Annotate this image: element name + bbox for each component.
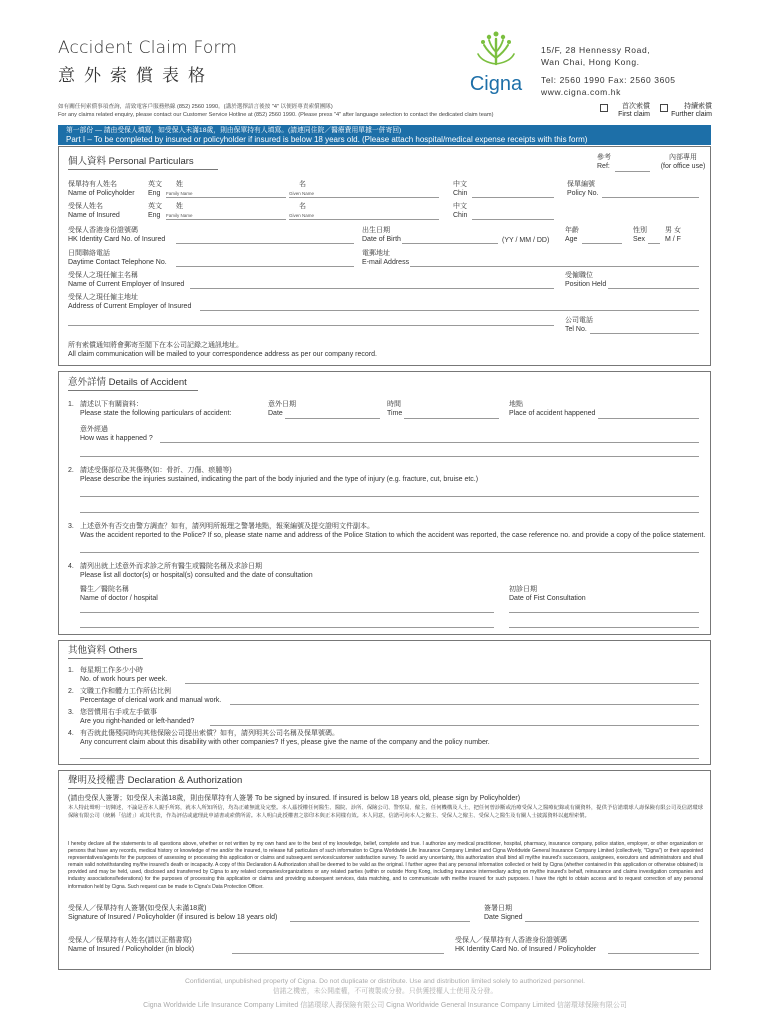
- ins-given-zh: 名: [299, 203, 306, 210]
- others-q4-zh: 有否就此傷殘同時向其他保險公司提出索償？如有，請列明其公司名稱及保單號碼。: [80, 730, 339, 737]
- age-zh: 年齡: [565, 227, 579, 234]
- policyholder-en: Name of Policyholder: [68, 190, 135, 198]
- acc-q2-label: [80, 466, 478, 484]
- policyholder-label: [68, 180, 135, 198]
- position-label: [565, 271, 606, 289]
- declaration-intro: (請由受保人簽署；如受保人未滿18歲，則由保單持有人簽署 To be signed by insured. If insured is below 18 years old, please sign by Policyholder): [68, 795, 521, 802]
- ph-family-name-hint: Family Name: [166, 191, 193, 196]
- ins-family-name-field[interactable]: [166, 219, 286, 220]
- dob-en: Date of Birth: [362, 236, 401, 244]
- ins-given-name-hint: Given Name: [289, 213, 315, 218]
- svg-text:Cigna: Cigna: [469, 73, 523, 95]
- employer-zh: 受保人之現任僱主名稱: [68, 272, 138, 279]
- cigna-tree-icon: [462, 28, 530, 96]
- acc-time-zh: 時間: [387, 401, 401, 408]
- acc-q4-zh: 請列出就上述意外而求診之所有醫生或醫院名稱及求診日期: [80, 563, 262, 570]
- dob-zh: 出生日期: [362, 227, 390, 234]
- acc-how-zh: 意外經過: [80, 426, 108, 433]
- ref-field[interactable]: [615, 171, 650, 172]
- further-claim-zh: 持續索償: [684, 103, 712, 110]
- declaration-body-en: I hereby declare all the statements to all questions above, whether or not written by my own hand are to the best of my knowledge, belief, complete and true. I authorize any medical practitioner, hospital, pharmacy, insurance company, police station, employer, or other organization or persons that have any records, medical history or knowledge of me and/or the insured, to release full particulars of such information to Cigna Worldwide Life Insurance Company Limited and Cigna Worldwide General Insurance Company Limited (collectively, "Cigna") or their appointed representatives/agents for the purposes of assessing or processing this application or claims and subsequent services/customer satisfaction survey. To avoid any uncertainty, this authorization shall bind all my/the insured's successors, assignees, executors and administrators and shall remain valid notwithstanding my/the insured's death or incapacity. A copy of this Declaration & Authorization shall be deemed to be valid as the original. I further agree that any personal information collected or held by Cigna (whether contained in this application or otherwise obtained) is provided and may be held, used, disclosed and transferred by Cigna to any related companies/organizations or any related parties (within or outside Hong Kong, including insurance intermediary acting on my/the insured's behalf, reinsurance and claims investigation companies and industry associations/federations) for the purposes of processing this application or claims and providing subsequent services, data matching, and to communicate with me/the insured for such purposes. I have the right to obtain access and to request correction of any personal information held by Cigna. Such request can be made to Cigna's Data Protection Officer.: [68, 841, 703, 890]
- email-zh: 電郵地址: [362, 250, 390, 257]
- address-line1: 15/F, 28 Hennessy Road,: [541, 45, 651, 55]
- ph-given-name-field[interactable]: [289, 197, 439, 198]
- email-en: E-mail Address: [362, 259, 410, 267]
- acc-date-field[interactable]: [285, 418, 380, 419]
- personal-title: 個人資料 Personal Particulars: [68, 156, 194, 167]
- first-date-field-2[interactable]: [509, 627, 699, 628]
- age-en: Age: [565, 236, 578, 244]
- dob-label: [362, 226, 401, 244]
- confidential-en: Confidential, unpublished property of Cigna. Do not duplicate or distribute. Use and distribution limited solely to authorized personnel.: [184, 978, 586, 985]
- others-q2-zh: 文職工作和體力工作所佔比例: [80, 688, 171, 695]
- confidential-zh: 信諾之機密，未公開產權，不可複製或分發。只供獲授權人士使用及分發。: [272, 988, 498, 995]
- sex-zh: 性別: [633, 227, 647, 234]
- others-q4: 4. 有否就此傷殘同時向其他保險公司提出索償？如有，請列明其公司名稱及保單號碼。 Any concurrent claim about this disability with other companies? If yes, please give the name of the company and the policy number.: [68, 730, 490, 747]
- office-use-label: [655, 153, 711, 171]
- employer-en: Name of Current Employer of Insured: [68, 281, 185, 289]
- position-en: Position Held: [565, 281, 607, 289]
- hkid-zh: 受保人香港身份證號碼: [68, 227, 138, 234]
- sig-zh: 受保人／保單持有人簽署(如受保人未滿18歲): [68, 905, 207, 912]
- dob-field[interactable]: [402, 243, 498, 244]
- acc-q1-number: 1.: [68, 401, 74, 408]
- acc-place-field[interactable]: [598, 418, 699, 419]
- acc-injury-field-2[interactable]: [80, 512, 699, 513]
- others-q4-en: Any concurrent claim about this disability with other companies? If yes, please give the name of the company and the policy number.: [80, 739, 490, 747]
- email-field[interactable]: [410, 266, 699, 267]
- date-signed-label: [484, 904, 523, 922]
- part1-line1: 第一部份 — 請由受保人填寫，如受保人未滿18歲，則由保單持有人填寫。(請連同住院／醫療費用單據一併寄回): [66, 127, 402, 134]
- first-date-en: Date of Fist Consultation: [509, 595, 586, 603]
- phone-en: Daytime Contact Telephone No.: [68, 259, 167, 267]
- others-title: 其他資料 Others: [68, 645, 138, 656]
- acc-q1-en: Please state the following particulars of accident:: [80, 410, 232, 418]
- first-date-field-1[interactable]: [509, 612, 699, 613]
- others-q2-en: Percentage of clerical work and manual work.: [80, 697, 222, 705]
- age-label: [565, 226, 579, 244]
- sex-options: [665, 226, 681, 244]
- enquiry-zh: 如有關任何索償事項查詢，請致電客戶服務熱線 (852) 2560 1990。(講於選擇語言後按 "4" 以便經專責索償團隊): [58, 104, 333, 110]
- employer-address-field-2[interactable]: [68, 325, 554, 326]
- sig-hkid-en: HK Identity Card No. of Insured / Policyholder: [455, 946, 597, 954]
- acc-time-en: Time: [387, 410, 403, 418]
- mail-notice: [68, 341, 377, 359]
- chin-zh: 中文: [453, 203, 467, 210]
- part1-line2: Part I – To be completed by insured or policyholder if insured is below 18 years old. (Please attach hospital/medical expense receipts with this form): [66, 135, 588, 145]
- acc-place-zh: 地點: [509, 401, 523, 408]
- policy-no-label: [567, 180, 599, 198]
- acc-q4-number: 4.: [68, 563, 74, 570]
- doctor-en: Name of doctor / hospital: [80, 595, 158, 603]
- policy-no-zh: 保單編號: [567, 181, 595, 188]
- doctor-field-2[interactable]: [80, 627, 494, 628]
- sig-en: Signature of Insured / Policyholder (if insured is below 18 years old): [68, 914, 278, 922]
- chin-zh: 中文: [453, 181, 467, 188]
- acc-q1-label: [80, 400, 231, 418]
- employer-label: [68, 271, 184, 289]
- ph-eng-label: [148, 180, 162, 198]
- acc-date-en: Date: [268, 410, 283, 418]
- acc-q2-en: Please describe the injuries sustained, indicating the part of the body injuried and the type of injury (e.g. fracture, cut, bruise etc.): [80, 476, 479, 484]
- eng-zh: 英文: [148, 181, 162, 188]
- others-q1: 1. 每星期工作多少小時 No. of work hours per week.: [68, 667, 168, 684]
- acc-place-en: Place of accident happened: [509, 410, 596, 418]
- first-consult-label: [509, 585, 586, 603]
- emp-addr-zh: 受保人之現任僱主地址: [68, 294, 138, 301]
- name-block-label: [68, 936, 194, 954]
- mf-en: M / F: [665, 236, 681, 244]
- doctor-label: [80, 585, 158, 603]
- sex-label: [633, 226, 647, 244]
- eng-zh: 英文: [148, 203, 162, 210]
- emp-addr-en: Address of Current Employer of Insured: [68, 303, 192, 311]
- first-claim-en: First claim: [618, 111, 650, 119]
- ins-given-name-field[interactable]: [289, 219, 439, 220]
- ins-eng-label: [148, 202, 162, 220]
- others-q3-en: Are you right-handed or left-handed?: [80, 718, 195, 726]
- ref-label: [597, 153, 611, 171]
- phone-label: [68, 249, 167, 267]
- acc-q1-zh: 請述以下有關資料：: [80, 401, 143, 408]
- mail-zh: 所有索償通知將會郵寄至閣下在本公司記錄之通訊地址。: [68, 342, 243, 349]
- acc-time-field[interactable]: [404, 418, 499, 419]
- acc-how-field[interactable]: [160, 442, 699, 443]
- hkid-en: HK Identity Card No. of Insured: [68, 236, 166, 244]
- sex-field[interactable]: [648, 243, 660, 244]
- ins-chin-label: [453, 202, 467, 220]
- ph-given-zh: 名: [299, 181, 306, 188]
- others-q2: 2. 文職工作和體力工作所佔比例 Percentage of clerical work and manual work.: [68, 688, 222, 705]
- website: www.cigna.com.hk: [541, 86, 621, 97]
- enquiry-note: [58, 104, 493, 119]
- dob-format: (YY / MM / DD): [502, 237, 550, 244]
- name-block-en: Name of Insured / Policyholder (in block): [68, 946, 195, 954]
- acc-q3-label: [80, 522, 705, 540]
- signature-label: [68, 904, 277, 922]
- employer-field[interactable]: [190, 288, 554, 289]
- company-names: Cigna Worldwide Life Insurance Company Limited 信諾環球人壽保險有限公司 Cigna Worldwide General Insurance Company Limited 信諾環球保險有限公司: [143, 1002, 627, 1009]
- enquiry-en: For any claims related enquiry, please contact our Customer Service Hotline at (852) 2560 1990. (Please press "4" after language selection to contact the dedicated claim team): [58, 111, 494, 118]
- first-claim-checkbox[interactable]: [600, 104, 608, 112]
- ph-chinese-name-field[interactable]: [472, 197, 554, 198]
- acc-date-zh: 意外日期: [268, 401, 296, 408]
- policy-no-en: Policy No.: [567, 190, 599, 198]
- ph-chin-label: [453, 180, 467, 198]
- acc-q4-en: Please list all doctor(s) or hospital(s) consulted and the date of consultation: [80, 572, 313, 580]
- declaration-body-zh: 本人特此聲明一切陳述，不論是否本人親手所寫，就本人所知所信，均為正確無訛及完整。本人茲授權任何醫生、醫院、診所、保險公司、警察局、僱主、任何機構及人士，把任何曾診斷或治療受保人之醫療紀錄或有關資料，提供予信諾環球人壽保險有限公司及信諾環球保險有限公司（統稱「信諾」）或其代表，作為評估或處理此申請書或索償所需。本人明白此授權書之影印本與正本同樣有效。本人同意，信諾可向本人之僱主、受保人之僱主、受保人之醫生及有關人士披露資料以處理索償。: [68, 805, 703, 819]
- others-q3-zh: 您習慣用右手或左手做事: [80, 709, 157, 716]
- name-block-field[interactable]: [232, 953, 444, 954]
- chin-en: Chin: [453, 190, 468, 198]
- phone-zh: 日間聯絡電話: [68, 250, 110, 257]
- acc-how-label: [80, 425, 153, 443]
- acc-q2-zh: 請述受傷部位及其傷勢(如：骨折、刀傷、瘀腫等): [80, 467, 232, 474]
- insured-en: Name of Insured: [68, 212, 120, 220]
- hkid-label: [68, 226, 165, 244]
- further-claim-checkbox[interactable]: [660, 104, 668, 112]
- form-title-zh: 意外索償表格: [58, 66, 214, 86]
- date-signed-field[interactable]: [525, 921, 699, 922]
- doctor-field-1[interactable]: [80, 612, 494, 613]
- company-tel-label: [565, 316, 593, 334]
- acc-place-label: [509, 400, 595, 418]
- concurrent-claim-field[interactable]: [80, 758, 699, 759]
- date-signed-en: Date Signed: [484, 914, 523, 922]
- office-en: (for office use): [660, 163, 706, 171]
- name-block-zh: 受保人／保單持有人姓名(請以正楷書寫): [68, 937, 192, 944]
- ph-given-name-hint: Given Name: [289, 191, 315, 196]
- acc-injury-field[interactable]: [80, 496, 699, 497]
- declaration-title: 聲明及授權書 Declaration & Authorization: [68, 775, 243, 786]
- tel-fax: Tel: 2560 1990 Fax: 2560 3605: [541, 74, 676, 85]
- phone-field[interactable]: [176, 266, 354, 267]
- first-date-zh: 初診日期: [509, 586, 537, 593]
- ref-zh: 參考: [597, 154, 611, 161]
- eng-en: Eng: [148, 190, 161, 198]
- acc-q3-en: Was the accident reported to the Police? If so, please state name and address of the Police Station to which the accident was reported, the case reference no. and provide a copy of the police statement.: [80, 532, 706, 540]
- acc-q3-number: 3.: [68, 523, 74, 530]
- part1-banner: [58, 125, 711, 145]
- sig-hkid-label: [455, 936, 596, 954]
- ph-family-name-field[interactable]: [166, 197, 286, 198]
- cigna-logo: [462, 28, 530, 96]
- ins-surname-zh: 姓: [176, 203, 183, 210]
- sig-hkid-zh: 受保人／保單持有人香港身份證號碼: [455, 937, 567, 944]
- handedness-field[interactable]: [210, 725, 699, 726]
- insured-label: [68, 202, 120, 220]
- work-hours-field[interactable]: [185, 683, 699, 684]
- company-address: [541, 44, 676, 98]
- acc-q4-label: [80, 562, 313, 580]
- eng-en: Eng: [148, 212, 161, 220]
- form-title-en: Accident Claim Form: [58, 38, 238, 58]
- company-tel-en: Tel No.: [565, 326, 587, 334]
- acc-q3-zh: 上述意外有否交由警方調查？如有，請列明所報理之警署地點，報案編號及提交證明文件副本。: [80, 523, 374, 530]
- others-q3: 3. 您習慣用右手或左手做事 Are you right-handed or left-handed?: [68, 709, 195, 726]
- ins-chinese-name-field[interactable]: [472, 219, 554, 220]
- further-claim-en: Further claim: [671, 111, 712, 119]
- first-claim-zh: 首次索償: [622, 103, 650, 110]
- accident-title: 意外詳情 Details of Accident: [68, 377, 187, 388]
- acc-time-label: [387, 400, 402, 418]
- employer-address-field[interactable]: [200, 310, 699, 311]
- hkid-field[interactable]: [176, 243, 354, 244]
- acc-q2-number: 2.: [68, 467, 74, 474]
- date-signed-zh: 簽署日期: [484, 905, 512, 912]
- office-zh: 內部專用: [669, 154, 697, 161]
- sex-en: Sex: [633, 236, 646, 244]
- policyholder-zh: 保單持有人姓名: [68, 181, 117, 188]
- ins-family-name-hint: Family Name: [166, 213, 193, 218]
- policy-no-field[interactable]: [602, 197, 699, 198]
- acc-police-field[interactable]: [80, 552, 699, 553]
- ref-en: Ref:: [597, 163, 610, 171]
- acc-date-label: [268, 400, 296, 418]
- company-tel-zh: 公司電話: [565, 317, 593, 324]
- email-label: [362, 249, 409, 267]
- acc-how-en: How was it happened ?: [80, 435, 153, 443]
- address-line2: Wan Chai, Hong Kong.: [541, 57, 640, 68]
- mf-zh: 男 女: [665, 227, 681, 234]
- sig-hkid-field[interactable]: [608, 953, 699, 954]
- position-field[interactable]: [608, 288, 699, 289]
- chin-en: Chin: [453, 212, 468, 220]
- age-field[interactable]: [582, 243, 622, 244]
- insured-zh: 受保人姓名: [68, 203, 103, 210]
- signature-field[interactable]: [290, 921, 470, 922]
- others-q1-en: No. of work hours per week.: [80, 676, 168, 684]
- others-q1-zh: 每星期工作多少小時: [80, 667, 143, 674]
- acc-how-field-2[interactable]: [80, 456, 699, 457]
- ph-surname-zh: 姓: [176, 181, 183, 188]
- doctor-zh: 醫生／醫院名稱: [80, 586, 129, 593]
- company-tel-field[interactable]: [590, 333, 699, 334]
- mail-en: All claim communication will be mailed to your correspondence address as per our company record.: [68, 351, 377, 359]
- work-percentage-field[interactable]: [230, 704, 699, 705]
- employer-address-label: [68, 293, 191, 311]
- position-zh: 受僱職位: [565, 272, 593, 279]
